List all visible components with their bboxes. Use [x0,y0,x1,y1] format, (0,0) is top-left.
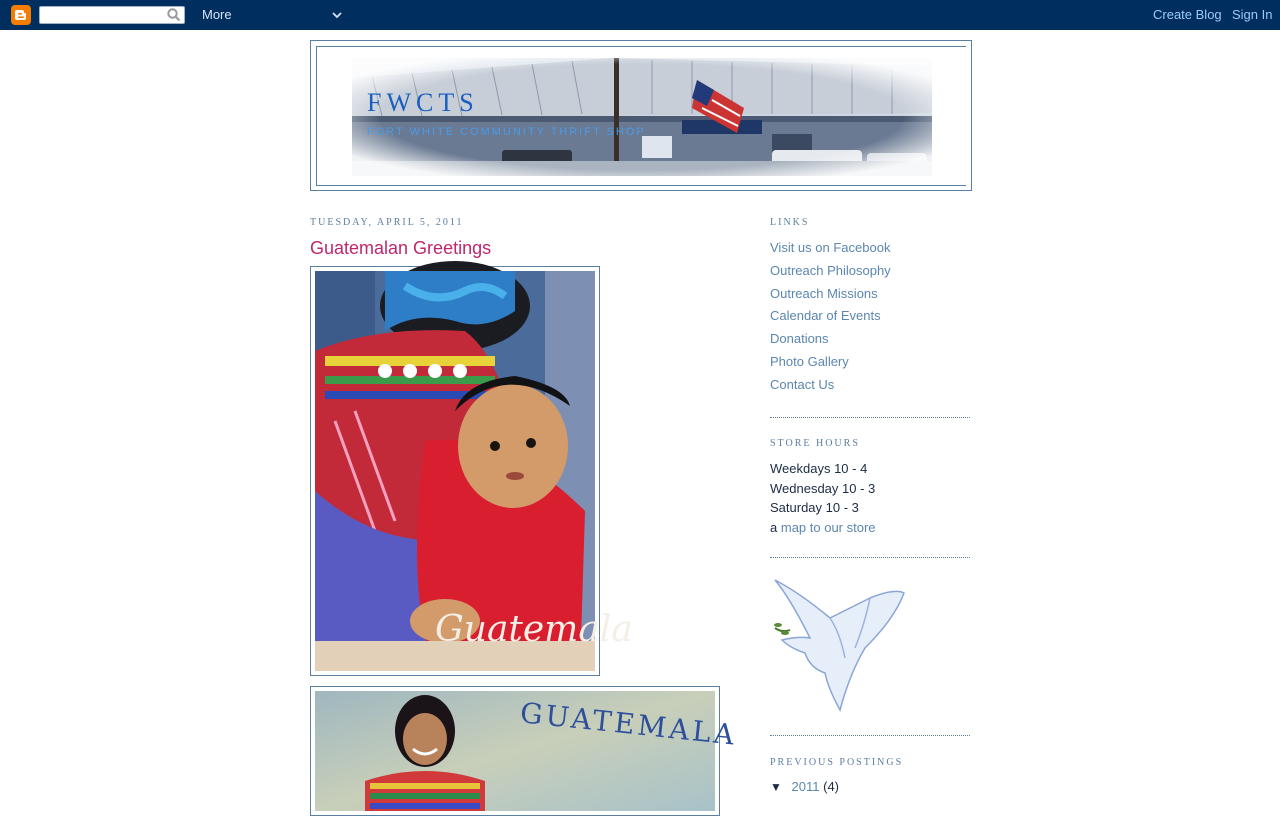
sign-in-link[interactable]: Sign In [1232,7,1273,22]
search-icon[interactable] [166,7,182,23]
postcard-title-caption: GUATEMALA [518,696,739,752]
sidebar-divider [770,417,970,418]
link-contact-us[interactable]: Contact Us [770,377,835,392]
previous-postings-heading: PREVIOUS POSTINGS [770,757,904,768]
archive-year-link[interactable]: 2011 [791,779,820,794]
collapse-toggle-icon[interactable]: ▼ [770,780,782,794]
hours-wednesday: Wednesday 10 - 3 [770,481,876,496]
link-calendar-of-events[interactable]: Calendar of Events [770,308,881,323]
map-to-store-link[interactable]: map to our store [780,520,876,535]
postcard-script-caption: Guatemala [435,609,633,650]
blog-title[interactable]: FWCTS [367,88,479,117]
map-prefix: a [770,520,778,535]
blogger-navbar [0,0,1280,30]
link-photo-gallery[interactable]: Photo Gallery [770,354,849,369]
blogger-logo-icon[interactable] [11,5,31,25]
archive-year-row[interactable] [770,779,839,794]
archive-count: (4) [823,779,839,794]
link-facebook[interactable]: Visit us on Facebook [770,240,891,255]
post-date-header: TUESDAY, APRIL 5, 2011 [310,217,464,228]
sidebar-divider [770,735,970,736]
hours-weekdays: Weekdays 10 - 4 [770,461,868,476]
map-line [770,520,876,535]
post-image-guatemala-mother-child[interactable] [310,266,633,676]
sidebar-divider [770,557,970,558]
blog-description: FORT WHITE COMMUNITY THRIFT SHOP [367,126,646,138]
store-hours-heading: STORE HOURS [770,438,860,449]
more-menu[interactable]: More [202,7,232,22]
post-image-guatemala-girl[interactable] [310,686,739,816]
search-input[interactable] [39,6,185,24]
create-blog-link[interactable]: Create Blog [1153,7,1222,22]
link-outreach-philosophy[interactable]: Outreach Philosophy [770,263,891,278]
link-outreach-missions[interactable]: Outreach Missions [770,286,878,301]
dove-image [770,578,906,712]
post-title[interactable]: Guatemalan Greetings [310,238,492,258]
link-donations[interactable]: Donations [770,331,829,346]
links-heading: LINKS [770,217,810,228]
chevron-down-icon[interactable] [330,8,344,22]
hours-saturday: Saturday 10 - 3 [770,500,859,515]
